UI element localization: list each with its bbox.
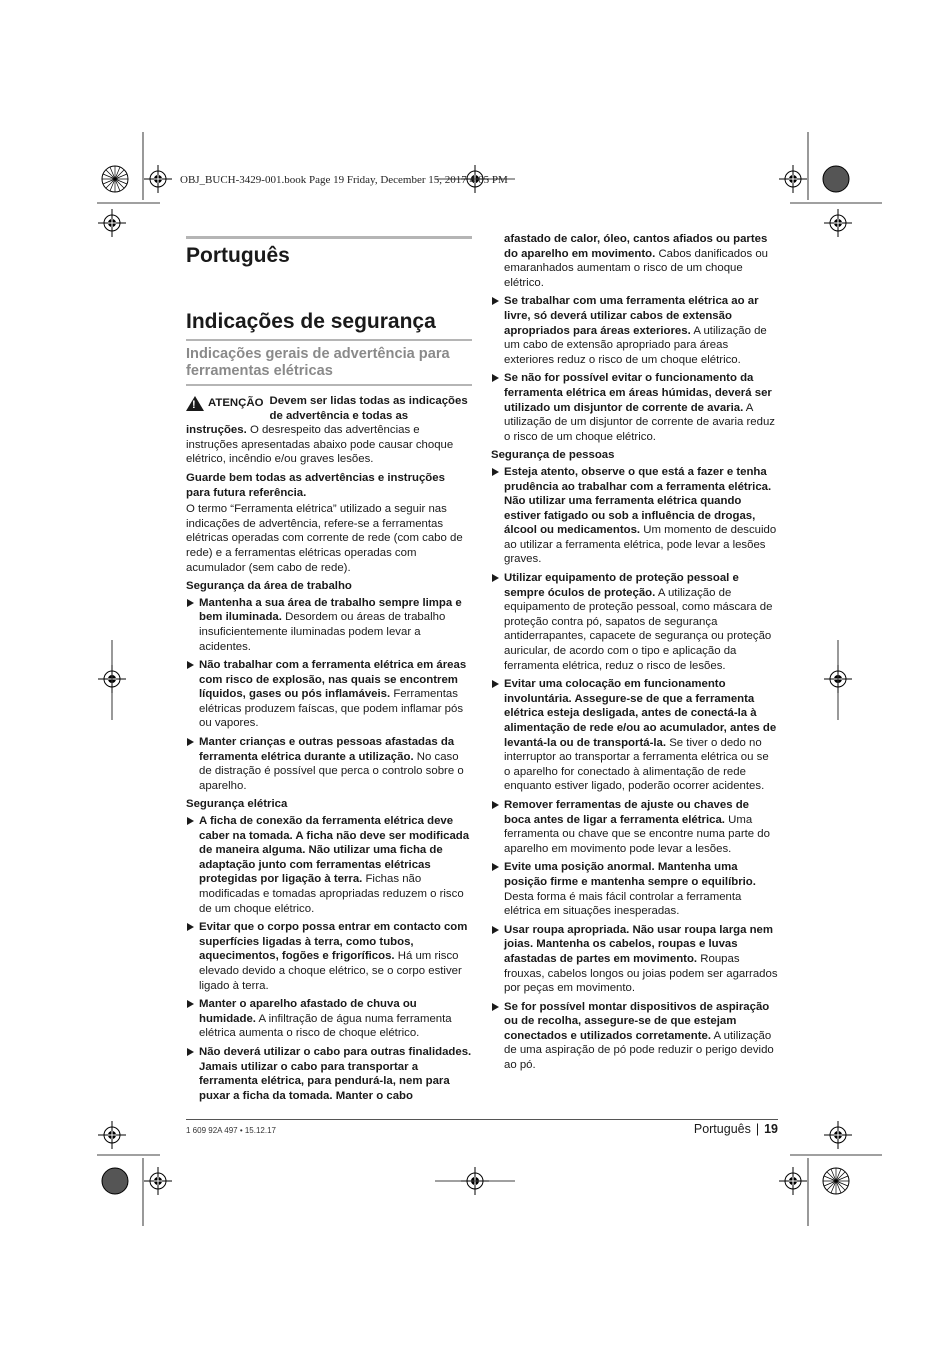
- language-title: Português: [186, 244, 290, 267]
- work-area-heading: Segurança da área de trabalho: [186, 580, 352, 593]
- footer-divider: [186, 1119, 778, 1120]
- list-item: Se for possível montar dispositivos de aspiração ou de recolha, assegure-se de que estejam conectados e utilizados corretamente. A utilização de uma aspiração de pó pode reduzir o perigo devido ao pó.: [491, 1000, 778, 1073]
- page-number: 19: [764, 1122, 778, 1136]
- warning-badge: [186, 396, 263, 411]
- list-item: Não trabalhar com a ferramenta elétrica em áreas com risco de explosão, nas quais se encontrem líquidos, gases ou pós inflamáveis. Ferramentas elétricas produzem faíscas, que podem inflamar pós ou vapores.: [186, 658, 472, 731]
- list-item: Não deverá utilizar o cabo para outras finalidades. Jamais utilizar o cabo para transportar a ferramenta elétrica, para pendurá-la, nem para puxar a ficha da tomada. Manter o cabo: [186, 1045, 472, 1103]
- keep-instructions: Guarde bem todas as advertências e instruções para futura referência.: [186, 471, 445, 499]
- list-item: Manter o aparelho afastado de chuva ou humidade. A infiltração de água numa ferramenta elétrica aumenta o risco de choque elétrico.: [186, 997, 472, 1041]
- divider: [186, 236, 472, 239]
- footer-page-info: [620, 1122, 778, 1136]
- list-item: Evite uma posição anormal. Mantenha uma posição firme e mantenha sempre o equilíbrio. Desta forma é mais fácil controlar a ferramenta elétrica em situações inesperadas.: [491, 860, 778, 918]
- list-item: Esteja atento, observe o que está a fazer e tenha prudência ao trabalhar com a ferramenta elétrica. Não utilizar uma ferramenta elétrica quando estiver fatigado ou sob a influência de drogas, álcool ou medicamentos. Um momento de descuido ao utilizar a ferramenta elétrica, pode levar a lesões graves.: [491, 465, 778, 567]
- footer-language: Português: [693, 1122, 751, 1136]
- right-column: [491, 232, 778, 1077]
- list-item: Se trabalhar com uma ferramenta elétrica ao ar livre, só deverá utilizar cabos de extensão apropriados para áreas exteriores. A utilização de um cabo de extensão apropriado para áreas exteriores reduz o risco de um choque elétrico.: [491, 294, 778, 367]
- term-paragraph: O termo “Ferramenta elétrica” utilizado a seguir nas indicações de advertência, refere-se a ferramentas elétricas operadas com corrente de rede (com cabo de rede) e a ferramentas elétricas operadas com acumulador (sem cabo de rede).: [186, 503, 463, 574]
- list-item: Mantenha a sua área de trabalho sempre limpa e bem iluminada. Desordem ou áreas de trabalho insuficientemente iluminadas podem levar a acidentes.: [186, 596, 472, 654]
- print-slug: OBJ_BUCH-3429-001.book Page 19 Friday, December 15, 2017 4:05 PM: [180, 174, 508, 186]
- electrical-heading: Segurança elétrica: [186, 798, 288, 811]
- list-item: Se não for possível evitar o funcionamento da ferramenta elétrica em áreas húmidas, deverá ser utilizado um disjuntor de corrente de avaria. A utilização de um disjuntor de corrente de avaria reduz o risco de um choque elétrico.: [491, 371, 778, 444]
- warning-block: [186, 394, 472, 467]
- footer-separator: |: [755, 1122, 760, 1136]
- warning-bold-text: Devem ser lidas todas as indicações de advertência e todas as instruções.: [186, 395, 468, 437]
- left-column: [186, 236, 472, 1107]
- personal-heading: Segurança de pessoas: [491, 449, 615, 462]
- list-item-continued: afastado de calor, óleo, cantos afiados ou partes do aparelho em movimento. Cabos danificados ou emaranhados aumentam o risco de um choque elétrico.: [504, 233, 768, 289]
- list-item: Usar roupa apropriada. Não usar roupa larga nem joias. Mantenha os cabelos, roupas e luvas afastadas de partes em movimento. Roupas frouxas, cabelos longos ou joias podem ser agarrados por peças em movimento.: [491, 923, 778, 996]
- divider: [186, 339, 472, 341]
- warning-text: O desrespeito das advertências e instruções apresentadas abaixo pode causar choque elétrico, incêndio e/ou graves lesões.: [186, 424, 454, 466]
- subsection-title: Indicações gerais de advertência para ferramentas elétricas: [186, 346, 450, 379]
- list-item: Utilizar equipamento de proteção pessoal e sempre óculos de proteção. A utilização de equipamento de proteção pessoal, como máscara de proteção contra pó, sapatos de segurança antiderrapantes, capacete de segurança ou proteção auricular, de acordo com o tipo e aplicação da ferramenta elétrica, reduz o risco de lesões.: [491, 571, 778, 673]
- divider: [186, 384, 472, 386]
- footer-code: 1 609 92A 497 • 15.12.17: [186, 1126, 276, 1135]
- list-item: Evitar uma colocação em funcionamento involuntária. Assegure-se de que a ferramenta elétrica esteja desligada, antes de conectá-la à alimentação de rede e/ou ao acumulador, antes de levantá-la ou de transportá-la. Se tiver o dedo no interruptor ao transportar a ferramenta elétrica ou se o aparelho for conectado à alimentação de rede enquanto estiver ligado, poderão ocorrer acidentes.: [491, 677, 778, 794]
- list-item: Remover ferramentas de ajuste ou chaves de boca antes de ligar a ferramenta elétrica. Uma ferramenta ou chave que se encontre numa parte do aparelho em movimento pode levar a lesões.: [491, 798, 778, 856]
- list-item: Manter crianças e outras pessoas afastadas da ferramenta elétrica durante a utilização. No caso de distração é possível que perca o controlo sobre o aparelho.: [186, 735, 472, 793]
- warning-label: ATENÇÃO: [208, 397, 264, 410]
- list-item: Evitar que o corpo possa entrar em contacto com superfícies ligadas à terra, como tubos, aquecimentos, fogões e frigoríficos. Há um risco elevado devido a choque elétrico, se o corpo estiver ligado à terra.: [186, 920, 472, 993]
- list-item: A ficha de conexão da ferramenta elétrica deve caber na tomada. A ficha não deve ser modificada de maneira alguma. Não utilizar uma ficha de adaptação junto com ferramentas elétricas protegidas por ligação à terra. Fichas não modificadas e tomadas apropriadas reduzem o risco de um choque elétrico.: [186, 814, 472, 916]
- warning-triangle-icon: [186, 396, 204, 411]
- section-title: Indicações de segurança: [186, 310, 436, 333]
